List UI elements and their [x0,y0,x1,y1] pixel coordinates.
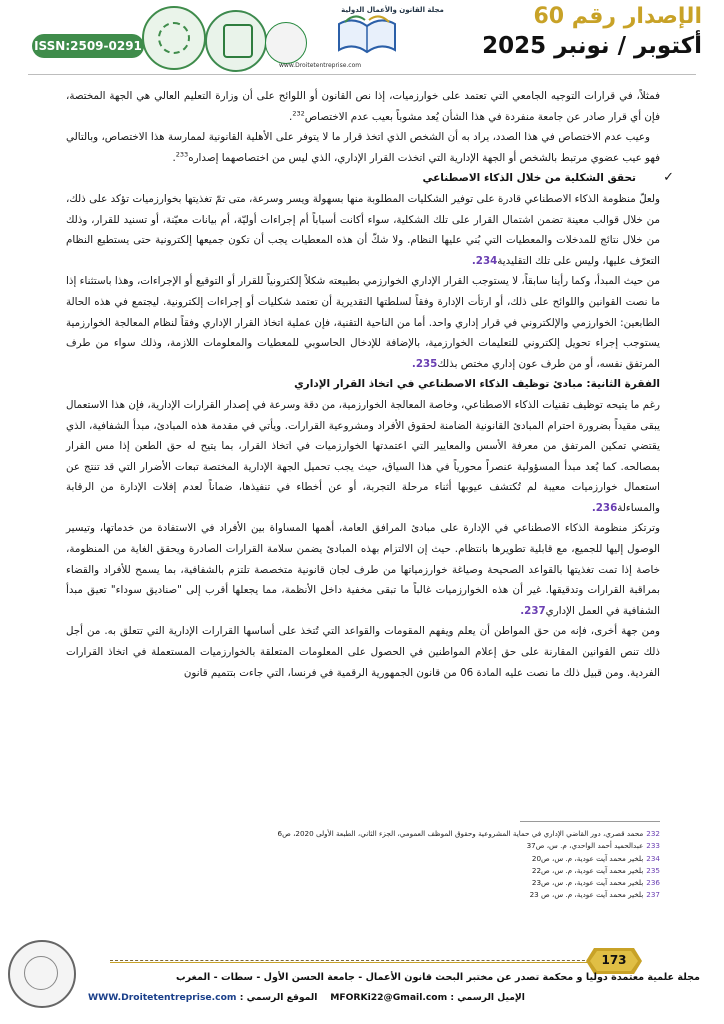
footnote-number: 232 [646,829,660,838]
website-link[interactable]: WWW.Droitetentreprise.com [88,992,237,1003]
footnote-marker[interactable]: 232 [292,109,305,118]
section-heading [66,168,674,189]
page-header [0,0,724,80]
footnote-text: بلخير محمد آيت عودية، م. س، ص 23 [529,890,644,900]
footnote [66,853,660,865]
page-number: 173 [601,953,627,967]
issue-number: الإصدار رقم 60 [533,4,702,29]
footnote-text: بلخير محمد آيت عودية، م. س، ص23 [531,878,644,888]
header-divider [28,74,696,75]
subsection-heading: الفقرة الثانية: مبادئ توظيف الذكاء الاصطناعي في اتخاذ القرار الإداري [294,378,660,391]
paragraph [66,271,660,374]
footnote [66,840,660,852]
paragraph-text: من حيث المبدأ، وكما رأينا سابقاً، لا يستوجب القرار الإداري الخوارزمي بطبيعته شكلاً إلكترونياً للقرار أو التوقيع أو الإجراءات، وهذا باستثناء إذا ما نصت القوانين واللوائح على ذلك، أو ارتأت الإدارة وفقاً لسلطتها التقديرية أن تعتمد شكليات أو إجراءات إلكترونية. ليجتمع في هذه الحالة الطابعين: الخوارزمي والإلكتروني في قرار إداري واحد. أما من الناحية التقنية، فإن عملية اتخاذ القرار الإداري وفقاً لنظام المعالجة الخوارزمية يستوجب إجراء تحويل إلكتروني للتعليمات الخوارزمية، بالإضافة للإدخال الحاسوبي للمعطيات والمعلومات اللازمة، وذلك سواء من طرف المرتفق نفسه، أو من طرف عون إداري مختص بذلك [66,275,660,370]
issn-badge: ISSN:2509-0291 [32,34,144,58]
footnote-text: عبدالحميد أحمد الواحدي، م. س، ص37 [526,841,644,851]
footnote-reference[interactable]: 235. [411,357,438,370]
university-seal-logo [205,10,267,72]
faculty-seal-logo [265,22,307,64]
university-footer-seal [8,940,76,1008]
footnote-number: 235 [646,865,660,875]
paragraph-text: ومن جهة أخرى، فإنه من حق المواطن أن يعلم ويفهم المقومات والقواعد التي تُتخذ على أساسها القرارات الإدارية التي تتعلق به. من أجل ذلك تنص القوانين المقارنة على حق إعلام المواطنين في الحصول على المعلومات المتعلقة بالخوارزميات المستعملة في اتخاذ القرارات الفردية. ومن قبيل ذلك ما نصت عليه المادة 06 من قانون الجمهورية الرقمية في فرنسا، التي جاءت بتتميم قانون [66,625,660,679]
footer-divider-accent [110,962,600,963]
footnote-marker[interactable]: 233 [175,150,189,159]
lab-seal-logo [142,6,206,70]
paragraph-text: وترتكز منظومة الذكاء الاصطناعي في الإدارة على مبادئ المرافق العامة، أهمها المساواة بين الأفراد في الاستفادة من خدماتها، وتيسير الوصول إليها للجميع، مع قابلية تطويرها بانتظام. حيث إن الالتزام بهذه المبادئ يضمن سلامة القرارات الصادرة ويحقق الغاية من المنظومة، خاصة إذا تمت تغذيتها بالقواعد الصحيحة وصياغة خوارزمياتها من طرف لجان قانونية متخصصة تلتزم بالشفافية، بما يسمح للأفراد والقضاء بمراقبة القرارات وتدقيقها. غير أن هذه الخوارزميات غالباً ما تبقى مخفية داخل الأنظمة، مما يجعلها أقرب إلى "صناديق سوداء" تعيق مبدأ الشفافية في العمل الإداري [66,522,660,617]
paragraph [66,395,660,519]
email-link[interactable]: MFORKi22@Gmail.com [330,992,448,1003]
footnote-number: 234 [646,853,660,863]
issue-info [482,4,702,59]
paragraph-text: وعيب عدم الاختصاص في هذا الصدد، يراد به أن الشخص الذي اتخذ قرار ما لا يتوفر على الأهلية القانونية لممارسة هذا الاختصاص، وبالتالي فهو عيب عضوي مرتبط بالشخص أو الجهة الإدارية التي اتخذت القرار الإداري، الذي ليس من اختصاصهما إصداره [66,131,660,164]
paragraph: فمثلاً، في قرارات التوجيه الجامعي التي تعتمد على خوارزميات، إذا نص القانون أو اللوائح على أن وزارة التعليم العالي هي الجهة المختصة، فإن أي قرار صادر عن جامعة منفردة في هذا الشأن يُعد مشوباً بعيب عدم الاختصاص$^{232}$. [66,90,660,123]
footnote-reference[interactable]: 236. [591,501,618,514]
paragraph: وعيب عدم الاختصاص في هذا الصدد، يراد به أن الشخص الذي اتخذ قرار ما لا يتوفر على الأهلية القانونية لممارسة هذا الاختصاص، وبالتالي فهو عيب عضوي مرتبط بالشخص أو الجهة الإدارية التي اتخذت القرار الإداري، الذي ليس من اختصاصهما إصداره$^{233}$. [66,131,660,164]
official-email-label: : الإميل الرسمي [450,992,525,1003]
official-site-label: : الموقع الرسمي [239,992,318,1003]
footnote-text: بلخير محمد آيت عودية، م. س، ص22 [531,865,644,875]
open-book-icon [335,10,399,56]
paragraph [66,518,660,621]
section-heading-text: تحقق الشكلية من خلال الذكاء الاصطناعي [422,172,636,185]
paragraph-text: رغم ما يتيحه توظيف تقنيات الذكاء الاصطناعي، وخاصة المعالجة الخوارزمية، من دقة وسرعة في إصدار القرارات الإدارية، فإن هذا الاستعمال يبقى مقيداً بضرورة احترام المبادئ القانونية الضامنة لحقوق الأفراد ومشروعية القرارات. ويأتي في مقدمة هذه المبادئ، مبدأ الشفافية، الذي يقتضي تمكين المرتفق من معرفة الأسس والمعايير التي اعتمدتها الخوارزميات في اتخاذ القرار، بما يتيح له حق الطعن إذا مس القرار بمصالحه. كما يُعد مبدأ المسؤولية عنصراً محورياً في هذا السياق، حيث يجب تحميل الجهة الإدارية المختصة تبعات الأضرار التي قد تنتج عن استعمال خوارزميات معيبة لم تُكتشف عيوبها أثناء مرحلة التجربة، أو عن أخطاء في تنفيذها، ضماناً لعدم إفلات الإدارة من الرقابة والمساءلة [66,398,660,514]
journal-logo-title: مجلة القانون والأعمال الدولية [341,6,444,14]
footer-divider [110,960,600,961]
paragraph [66,621,660,683]
footnote-number: 236 [646,878,660,888]
journal-logo-website: www.Droitetentreprise.com [279,62,362,69]
footnote-number: 237 [646,890,660,900]
article-body [66,86,674,683]
footnote-text: بلخير محمد آيت عودية، م. س، ص20 [531,853,644,863]
footnote-text: محمد قصري، دور القاضي الإداري في حماية المشروعية وحقوق الموظف العمومي، الجزء الثاني، الطبعة الأولى 2020، ص6 [277,829,644,838]
paragraph-text: فمثلاً، في قرارات التوجيه الجامعي التي تعتمد على خوارزميات، إذا نص القانون أو اللوائح على أن وزارة التعليم العالي هي الجهة المختصة، فإن أي قرار صادر عن جامعة منفردة في هذا الشأن يُعد مشوباً بعيب عدم الاختصاص [66,90,660,123]
footnote-number: 233 [646,841,660,851]
footnote [66,865,660,877]
journal-logos [205,4,455,70]
footnote-reference[interactable]: 234. [471,254,498,267]
footer-contact-line [88,992,700,1003]
footer-journal-line: مجلة علمية معتمدة دوليا و محكمة تصدر عن مختبر البحث قانون الأعمال - جامعة الحسن الأول - سطات - المغرب [175,972,700,983]
footnote-divider [520,821,660,822]
footnotes [66,828,660,902]
footnote [66,877,660,889]
footnote [66,889,660,901]
paragraph-text: ولعلّ منظومة الذكاء الاصطناعي قادرة على توفير الشكليات المطلوبة منها بسهولة ويسر وسرعة، متى تمّ تغذيتها بخوارزميات تؤكد على ذلك، من خلال قوالب معينة تضمن اشتمال القرار على تلك الشكلية، سواء أكانت أسباباً أم إجراءات أوليّة، أم بيانات معيّنة، أو تسنيد للقرار، وذلك من خلال نتائج للمدخلات والمعطيات التي بُني عليها النظام. ولا شكّ أن هذه المعطيات يجب أن تكون جميعها إلكترونية حتى يستطيع النظام التعرّف عليها، وليس على تلك التقليدية [66,192,660,267]
checkmark-icon: ✓ [663,170,674,186]
issue-date: أكتوبر / نونبر 2025 [482,33,702,59]
paragraph [66,189,660,271]
footnote [66,828,660,840]
footnote-reference[interactable]: 237. [520,604,546,617]
